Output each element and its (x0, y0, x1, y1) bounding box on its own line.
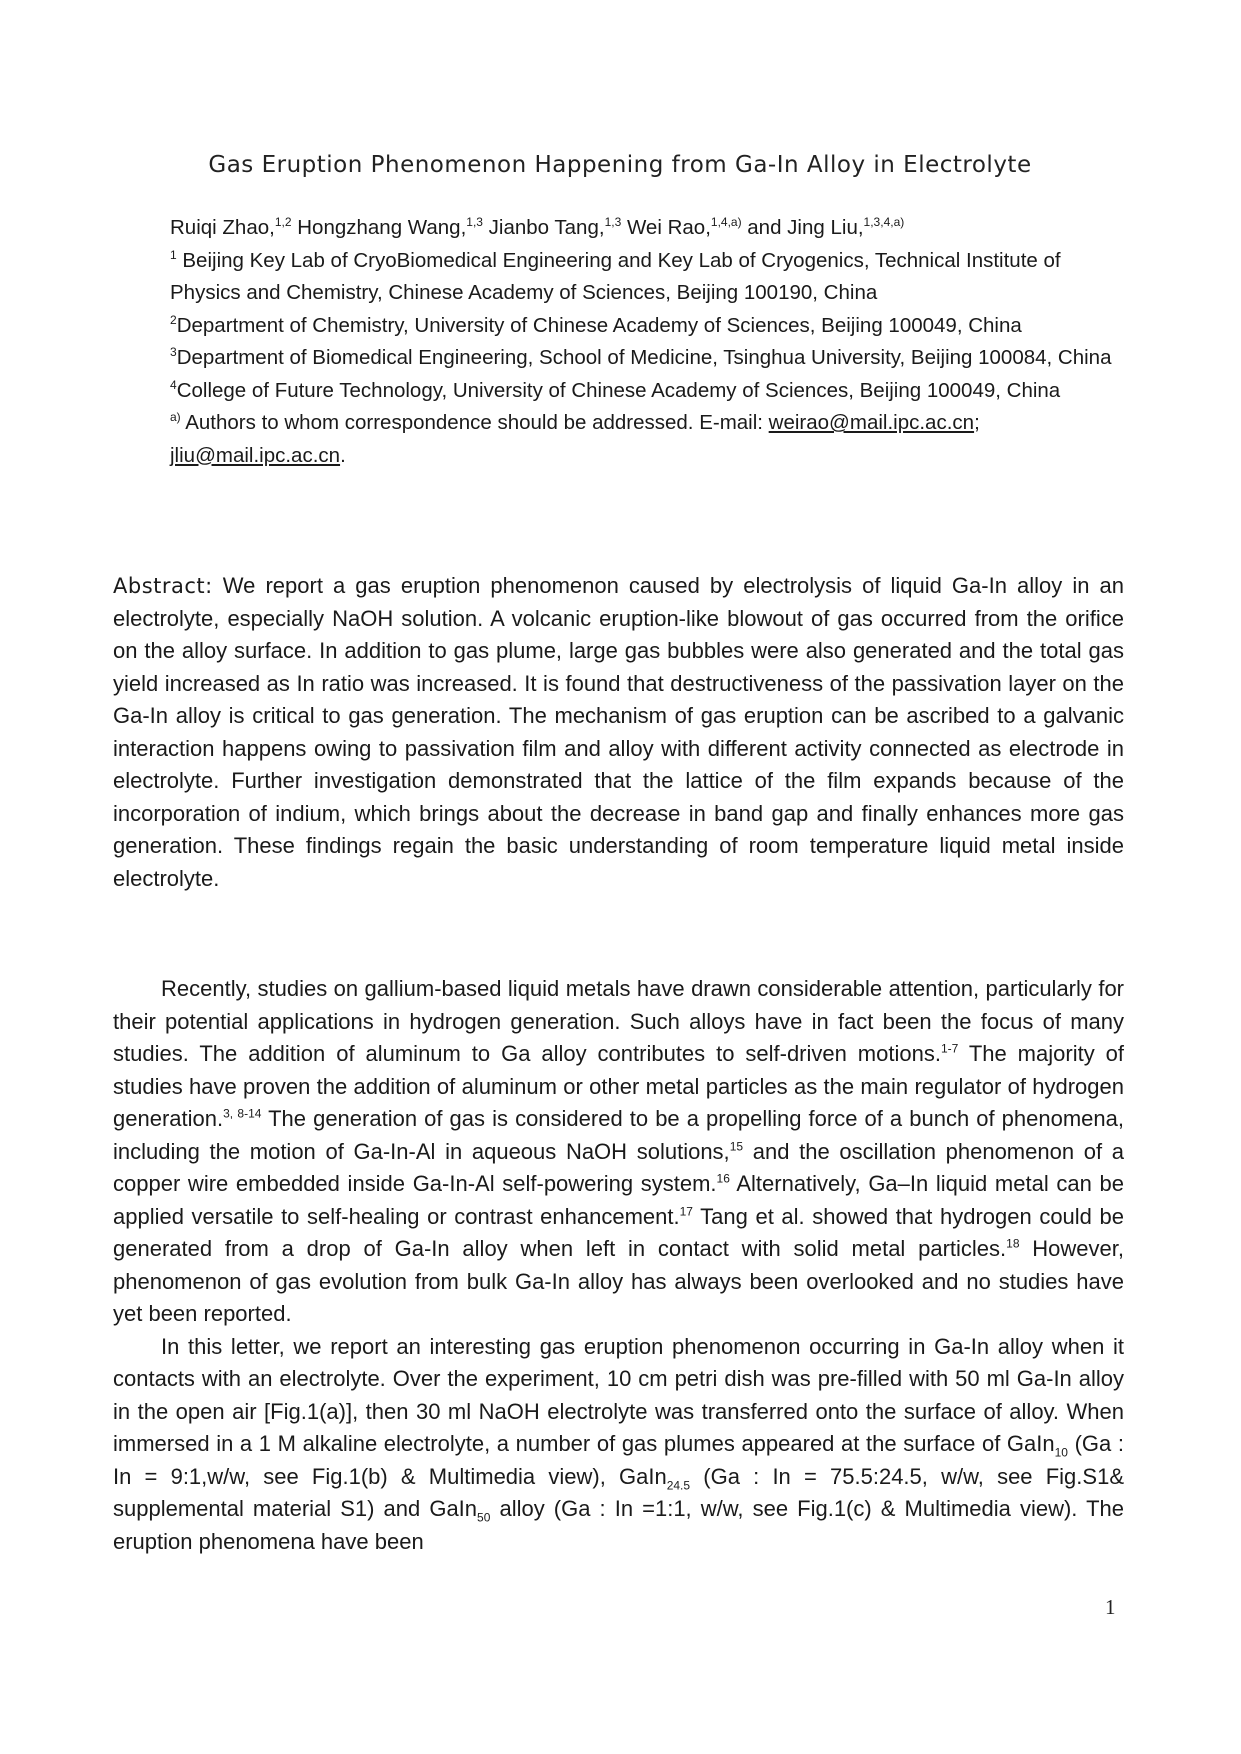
citation: 16 (716, 1171, 730, 1186)
paper-title: Gas Eruption Phenomenon Happening from Ga-In Alloy in Electrolyte (208, 152, 1032, 178)
subscript: 24.5 (666, 1477, 691, 1492)
author-name: and Jing Liu, (747, 216, 864, 239)
author-affiliation-mark: 1,4,a) (710, 215, 742, 230)
text-run: However, phenomenon of gas evolution from bulk Ga-In alloy has always been overlooked and no studies have yet been reported. (113, 1236, 1124, 1326)
author-affiliation-mark: 1,3 (604, 215, 622, 230)
correspondence-note (170, 407, 1130, 472)
citation: 1-7 (940, 1041, 959, 1056)
author-name: Jianbo Tang, (488, 216, 605, 239)
author-block (170, 212, 1130, 472)
email-link-rao[interactable]: weirao@mail.ipc.ac.cn (768, 411, 975, 434)
correspondence-end: . (340, 443, 346, 467)
citation: 18 (1006, 1236, 1020, 1251)
text-run: The majority of studies have proven the addition of aluminum or other metal particles as the main regulator of hydrogen generation. (113, 1041, 1124, 1131)
text-run: Alternatively, Ga–In liquid metal can be applied versatile to self-healing or contrast enhancement. (113, 1171, 1124, 1229)
text-run: Recently, studies on gallium-based liquid metals have drawn considerable attention, particularly for their potential applications in hydrogen generation. Such alloys have in fact been the focus of many studies. The addition of aluminum to Ga alloy contributes to self-driven motions. (113, 976, 1124, 1066)
text-run: alloy (Ga : In =1:1, w/w, see Fig.1(c) & Multimedia view). The eruption phenomena have been (113, 1496, 1124, 1554)
citation: 15 (729, 1139, 744, 1154)
text-run: (Ga : In = 9:1,w/w, see Fig.1(b) & Multimedia view), GaIn (113, 1431, 1125, 1489)
author-name: Hongzhang Wang, (297, 216, 467, 239)
author-name: Wei Rao, (626, 216, 711, 239)
body-text (113, 973, 1124, 1558)
affiliation-text: Department of Biomedical Engineering, School of Medicine, Tsinghua University, Beijing 100084, China (176, 346, 1112, 369)
affiliation-mark: 4 (170, 377, 177, 392)
affiliation-4 (170, 375, 1130, 408)
author-affiliation-mark: 1,2 (274, 215, 292, 230)
correspondence-mark: a) (170, 410, 181, 425)
author-affiliation-mark: 1,3,4,a) (863, 215, 905, 230)
affiliation-3 (170, 342, 1130, 375)
text-run: Tang et al. showed that hydrogen could be generated from a drop of Ga-In alloy when left in contact with solid metal particles. (113, 1203, 1124, 1261)
abstract (113, 570, 1124, 895)
affiliation-mark: 1 (170, 247, 177, 262)
subscript: 50 (477, 1510, 491, 1525)
affiliation-mark: 3 (170, 345, 177, 360)
affiliation-text: Department of Chemistry, University of Chinese Academy of Sciences, Beijing 100049, China (176, 313, 1022, 337)
author-name: Ruiqi Zhao, (170, 216, 275, 239)
affiliation-mark: 2 (170, 312, 177, 327)
text-run: The generation of gas is considered to be a propelling force of a bunch of phenomena, including the motion of Ga-In-Al in aqueous NaOH solutions, (113, 1106, 1125, 1164)
affiliation-text: College of Future Technology, University of Chinese Academy of Sciences, Beijing 100049, China (176, 378, 1061, 402)
email-link-liu[interactable]: jliu@mail.ipc.ac.cn (170, 443, 341, 467)
author-line (170, 212, 1130, 245)
affiliation-2 (170, 310, 1130, 343)
text-run: (Ga : In = 75.5:24.5, w/w, see Fig.S1& supplemental material S1) and GaIn (113, 1463, 1124, 1521)
citation: 17 (679, 1204, 693, 1219)
body-paragraph-2 (113, 1331, 1124, 1559)
abstract-label: Abstract: (113, 574, 213, 598)
subscript: 10 (1054, 1445, 1068, 1460)
email-separator: ; (974, 411, 980, 434)
body-paragraph-1 (113, 973, 1124, 1331)
affiliation-1 (170, 245, 1130, 310)
affiliation-text: Beijing Key Lab of CryoBiomedical Engineering and Key Lab of Cryogenics, Technical Institute of Physics and Chemistry, Chinese Academy of Sciences, Beijing 100190, China (170, 248, 1061, 304)
author-affiliation-mark: 1,3 (466, 215, 483, 230)
page-number: 1 (1105, 1595, 1116, 1619)
text-run: In this letter, we report an interesting gas eruption phenomenon occurring in Ga-In alloy when it contacts with an electrolyte. Over the experiment, 10 cm petri dish was pre-filled with 50 ml Ga-In alloy in the open air [Fig.1(a)], then 30 ml NaOH electrolyte was transferred onto the surface of alloy. When immersed in a 1 M alkaline electrolyte, a number of gas plumes appeared at the surface of GaIn (113, 1333, 1124, 1456)
abstract-paragraph (113, 570, 1124, 895)
abstract-text: We report a gas eruption phenomenon caused by electrolysis of liquid Ga-In alloy in an electrolyte, especially NaOH solution. A volcanic eruption-like blowout of gas occurred from the orifice on the alloy surface. In addition to gas plume, large gas bubbles were also generated and the total gas yield increased as In ratio was increased. It is found that destructiveness of the passivation layer on the Ga-In alloy is critical to gas generation. The mechanism of gas eruption can be ascribed to a galvanic interaction happens owing to passivation film and alloy with different activity connected as electrode in electrolyte. Further investigation demonstrated that the lattice of the film expands because of the incorporation of indium, which brings about the decrease in band gap and finally enhances more gas generation. These findings regain the basic understanding of room temperature liquid metal inside electrolyte. (113, 573, 1124, 891)
text-run: and the oscillation phenomenon of a copper wire embedded inside Ga-In-Al self-powering system. (113, 1138, 1124, 1196)
citation: 3, 8-14 (223, 1106, 262, 1121)
correspondence-text: Authors to whom correspondence should be addressed. E-mail: (180, 411, 769, 434)
